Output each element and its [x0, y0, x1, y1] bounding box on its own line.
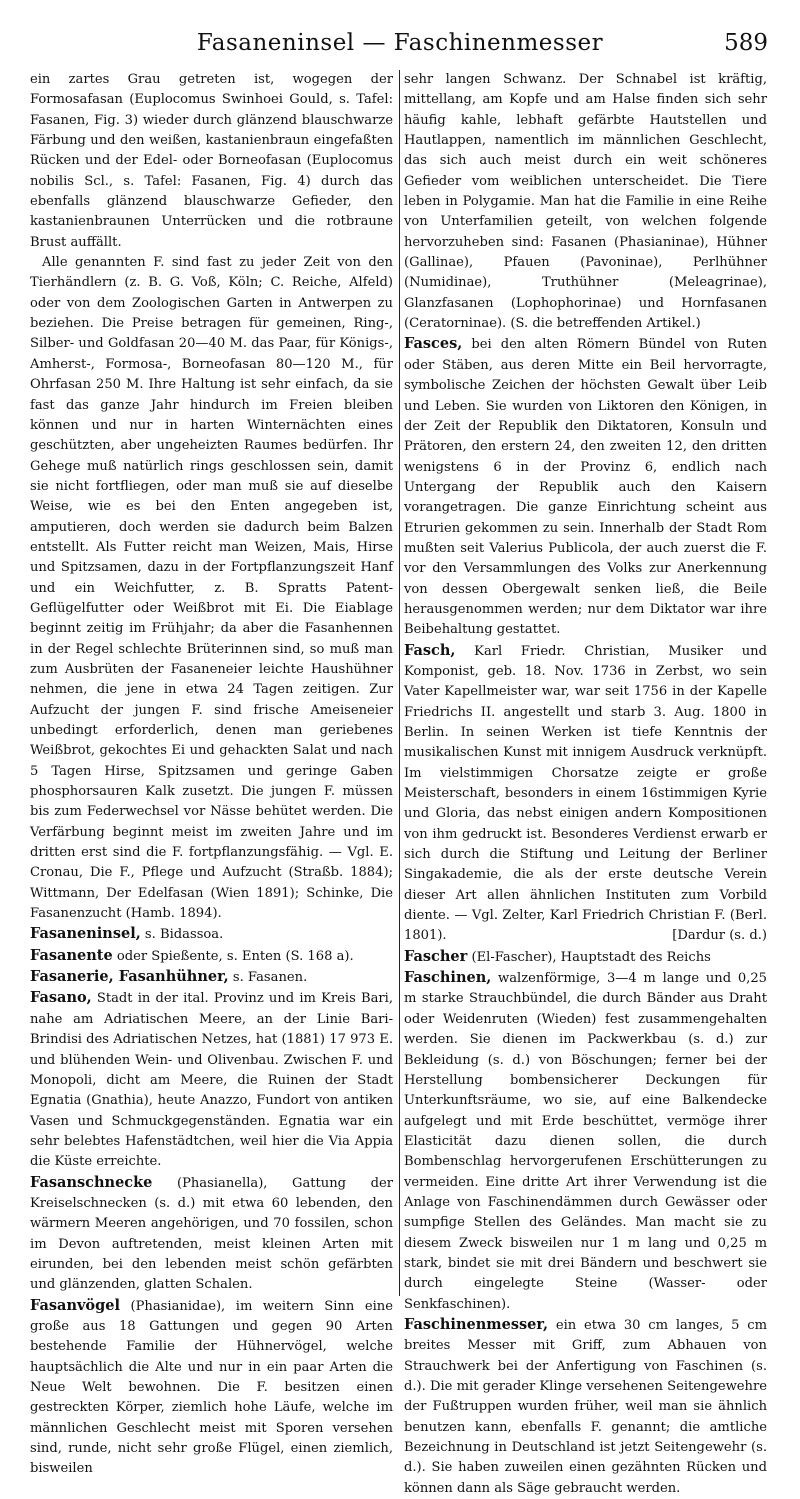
entry-text: oder Spießente, s. Enten (S. 168 a).: [112, 948, 354, 964]
text-columns: [30, 70, 770, 1496]
entry-text: sehr langen Schwanz. Der Schnabel ist kräftig, mittellang, am Kopfe und am Halse finden sich sehr häufig kahle, lebhaft gefärbte Hautstellen und Hautlappen, namentlich im männlichen Geschlecht, das sich auch meist durch ein weit schöneres Gefieder vom weiblichen unterscheidet. Die Tiere leben in Polygamie. Man hat die Familie in eine Reihe von Unterfamilien geteilt, von welchen folgende hervorzuheben sind: Fasanen (Phasianinae), Hühner (Gallinae), Pfauen (Pavoninae), Perlhühner (Numidinae), Truthühner (Meleagrinae), Glanzfasanen (Lophophorinae) und Hornfasanen (Ceratorninae). (S. die betreffenden Artikel.): [404, 72, 767, 332]
dictionary-entry: [30, 946, 393, 967]
dictionary-entry: [30, 70, 393, 253]
entry-text: s. Bidassoa.: [140, 927, 224, 943]
dictionary-entry: [404, 968, 767, 1315]
entry-headword: Fasch,: [404, 641, 456, 659]
entry-headword: Fasanerie, Fasanhühner,: [30, 968, 229, 986]
entry-text: (Phasianella), Gattung der Kreiselschnecken (s. d.) mit etwa 60 lebenden, den wärmern Meeren angehörigen, und 70 fossilen, schon im Devon auftretenden, meist kleinen Arten mit eirunden, bei den lebenden meist schön gefärbten und glänzenden, glatten Schalen.: [30, 1175, 393, 1293]
entry-text: walzenförmige, 3—4 m lange und 0,25 m starke Strauchbündel, die durch Bänder aus Draht oder Weidenruten (Wieden) fest zusammengehalten werden. Sie dienen im Packwerkbau (s. d.) zur Bekleidung (s. d.) von Böschungen; ferner bei der Herstellung bombensicherer Deckungen für Unterkunftsräume, wo sie, auf eine Balkendecke aufgelegt und mit Erde beschüttet, vermöge ihrer Elasticität dazu dienen sollen, die durch Bombenschlag hervorgerufenen Erschütterungen zu vermeiden. Eine dritte Art ihrer Verwendung ist die Anlage von Faschinendämmen durch Gewässer oder sumpfige Stellen des Geländes. Man macht sie zu diesem Zweck bisweilen nur 1 m lang und 0,25 m stark, bindet sie mit drei Bändern und beschwert sie durch eingelegte Steine (Wasser- oder Senkfaschinen).: [404, 971, 767, 1312]
entry-headword: Faschinenmesser,: [404, 1315, 549, 1333]
entry-headword: Faschinen,: [404, 969, 492, 987]
running-title: Fasaneninsel — Faschinenmesser: [196, 30, 604, 56]
entry-text: (Phasianidae), im weitern Sinn eine große aus 18 Gattungen und gegen 90 Arten bestehende Familie der Hühnervögel, welche hauptsächlich die Alte und nur in ein paar Arten die Neue Welt bewohnen. Die F. besitzen einen gestreckten Körper, ziemlich hohe Läufe, welche im männlichen Geschlecht meist mit Sporen versehen sind, runde, nicht sehr große Flügel, einen ziemlich, bisweilen: [30, 1298, 393, 1477]
entry-text: (El-Fascher), Hauptstadt des Reichs: [467, 949, 711, 965]
dictionary-entry: [30, 988, 393, 1172]
dictionary-entry: [30, 924, 393, 945]
entry-headword: Fasaneninsel,: [30, 925, 141, 943]
entry-text: bei den alten Römern Bündel von Ruten oder Stäben, aus deren Mitte ein Beil hervorragte, symbolische Zeichen der höchsten Gewalt über Leib und Leben. Sie wurden von Liktoren den Königen, in der Zeit der Republik den Diktatoren, Konsuln und Prätoren, den erstern 24, den zweiten 12, den dritten wenigstens 6 in der Provinz 6, endlich nach Untergang der Republik auch den Kaisern vorangetragen. Die ganze Einrichtung scheint aus Etrurien gekommen zu sein. Innerhalb der Stadt Rom mußten seit Valerius Publicola, der auch zuerst die F. vor den Versammlungen des Volks zur Anerkennung von dessen Obergewalt senken ließ, die Beile herausgenommen werden; nur dem Diktator war ihre Beibehaltung gestattet.: [404, 337, 767, 638]
entry-text: s. Fasanen.: [228, 970, 308, 986]
page-header: [30, 30, 770, 70]
entry-text: Karl Friedr. Christian, Musiker und Komponist, geb. 18. Nov. 1736 in Zerbst, wo sein Vater Kapellmeister war, war seit 1756 in der Kapelle Friedrichs II. angestellt und starb 3. Aug. 1800 in Berlin. In seinen Werken ist tiefe Kenntnis der musikalischen Kunst mit innigem Ausdruck verknüpft. Im vielstimmigen Chorsatze zeigte er große Meisterschaft, besonders in einem 16stimmigen Kyrie und Gloria, das nebst einigen andern Kompositionen von ihm gedruckt ist. Besonderes Verdienst erwarb er sich durch die Stiftung und Leitung der Berliner Singakademie, die als der erste deutsche Verein dieser Art allen ähnlichen Instituten zum Vorbild diente. — Vgl. Zelter, Karl Friedrich Christian F. (Berl. 1801).: [404, 643, 767, 944]
page-number: 589: [724, 30, 768, 56]
entry-headword: Fasanvögel: [30, 1296, 120, 1314]
entry-headword: Fasces,: [404, 335, 463, 353]
entry-signature: [Dardur (s. d.): [672, 928, 767, 944]
dictionary-entry: [404, 947, 767, 968]
entry-text: Alle genannten F. sind fast zu jeder Zeit von den Tierhändlern (z. B. G. Voß, Köln; C. Reiche, Alfeld) oder von dem Zoologischen Garten in Antwerpen zu beziehen. Die Preise betragen für gemeinen, Ring-, Silber- und Goldfasan 20—40 M. das Paar, für Königs-, Amherst-, Formosa-, Borneofasan 80—120 M., für Ohrfasan 250 M. Ihre Haltung ist sehr einfach, da sie fast das ganze Jahr hindurch im Freien bleiben können und nur in harten Winternächten eines geschützten, aber ungeheizten Raumes bedürfen. Ihr Gehege muß natürlich rings geschlossen sein, damit sie nicht fortfliegen, oder man muß sie auf dieselbe Weise, wie es bei den Enten angegeben ist, amputieren, doch werden sie dadurch beim Balzen entstellt. Als Futter reicht man Weizen, Mais, Hirse und Spitzsamen, dazu in der Fortpflanzungszeit Hanf und ein Weichfutter, z. B. Spratts Patent-Geflügelfutter oder Weißbrot mit Ei. Die Eiablage beginnt zeitig im Frühjahr; da aber die Fasanhennen in der Regel schlechte Brüterinnen sind, so muß man zum Ausbrüten der Fasaneneier leichte Haushühner nehmen, die jene in etwa 24 Tagen zeitigen. Zur Aufzucht der jungen F. sind frische Ameiseneier unbedingt erforderlich, denen man geriebenes Weißbrot, gekochtes Ei und gehackten Salat und nach 5 Tagen Hirse, Spitzsamen und geringe Gaben phosphorsauren Kalk zusetzt. Die jungen F. müssen bis zum Federwechsel vor Nässe behütet werden. Die Verfärbung beginnt meist im zweiten Jahre und im dritten erst sind die F. fortpflanzungsfähig. — Vgl. E. Cronau, Die F., Pflege und Aufzucht (Straßb. 1884); Wittmann, Der Edelfasan (Wien 1891); Schinke, Die Fasanenzucht (Hamb. 1894).: [30, 255, 393, 922]
dictionary-entry: [30, 967, 393, 988]
dictionary-entry: [404, 1315, 767, 1499]
entry-headword: Fasanschnecke: [30, 1173, 153, 1191]
entry-text: ein zartes Grau getreten ist, wogegen der Formosafasan (Euplocomus Swinhoei Gould, s. Tafel: Fasanen, Fig. 3) wieder durch glänzend blauschwarze Färbung und den weißen, kastanienbraun eingefaßten Rücken und der Edel- oder Borneofasan (Euplocomus nobilis Scl., s. Tafel: Fasanen, Fig. 4) durch das ebenfalls glänzend blauschwarze Gefieder, den kastanienbraunen Unterrücken und die rotbraune Brust auffällt.: [30, 72, 393, 250]
column-divider: [399, 70, 400, 1296]
entry-headword: Fascher: [404, 947, 468, 965]
left-column: [30, 70, 393, 1480]
dictionary-entry: [30, 1173, 393, 1296]
entry-text: ein etwa 30 cm langes, 5 cm breites Messer mit Griff, zum Abhauen von Strauchwerk bei der Anfertigung von Faschinen (s. d.). Die mit gerader Klinge versehenen Seitengewehre der Fußtruppen wurden früher, weil man sie ähnlich benutzen kann, ebenfalls F. genannt; die amtliche Bezeichnung in Deutschland ist jetzt Seitengewehr (s. d.). Sie haben zuweilen einen gezähnten Rücken und können dann als Säge gebraucht werden.: [404, 1317, 767, 1496]
entry-headword: Fasanente: [30, 946, 113, 964]
dictionary-entry: [30, 253, 393, 924]
entry-text: Stadt in der ital. Provinz und im Kreis Bari, nahe am Adriatischen Meere, an der Linie Bari-Brindisi des Adriatischen Netzes, hat (1881) 17 973 E. und blühenden Wein- und Olivenbau. Zwischen F. und Monopoli, dicht am Meere, die Ruinen der Stadt Egnatia (Gnathia), heute Anazzo, Fundort von antiken Vasen und Schmuckgegenständen. Egnatia war ein sehr belebtes Hafenstädtchen, weil hier die Via Appia die Küste erreichte.: [30, 991, 393, 1170]
right-column: [404, 70, 767, 1499]
entry-headword: Fasano,: [30, 989, 92, 1007]
dictionary-entry: [404, 334, 767, 640]
dictionary-entry: [404, 70, 767, 334]
dictionary-entry: [30, 1296, 393, 1480]
dictionary-entry: [404, 641, 767, 947]
